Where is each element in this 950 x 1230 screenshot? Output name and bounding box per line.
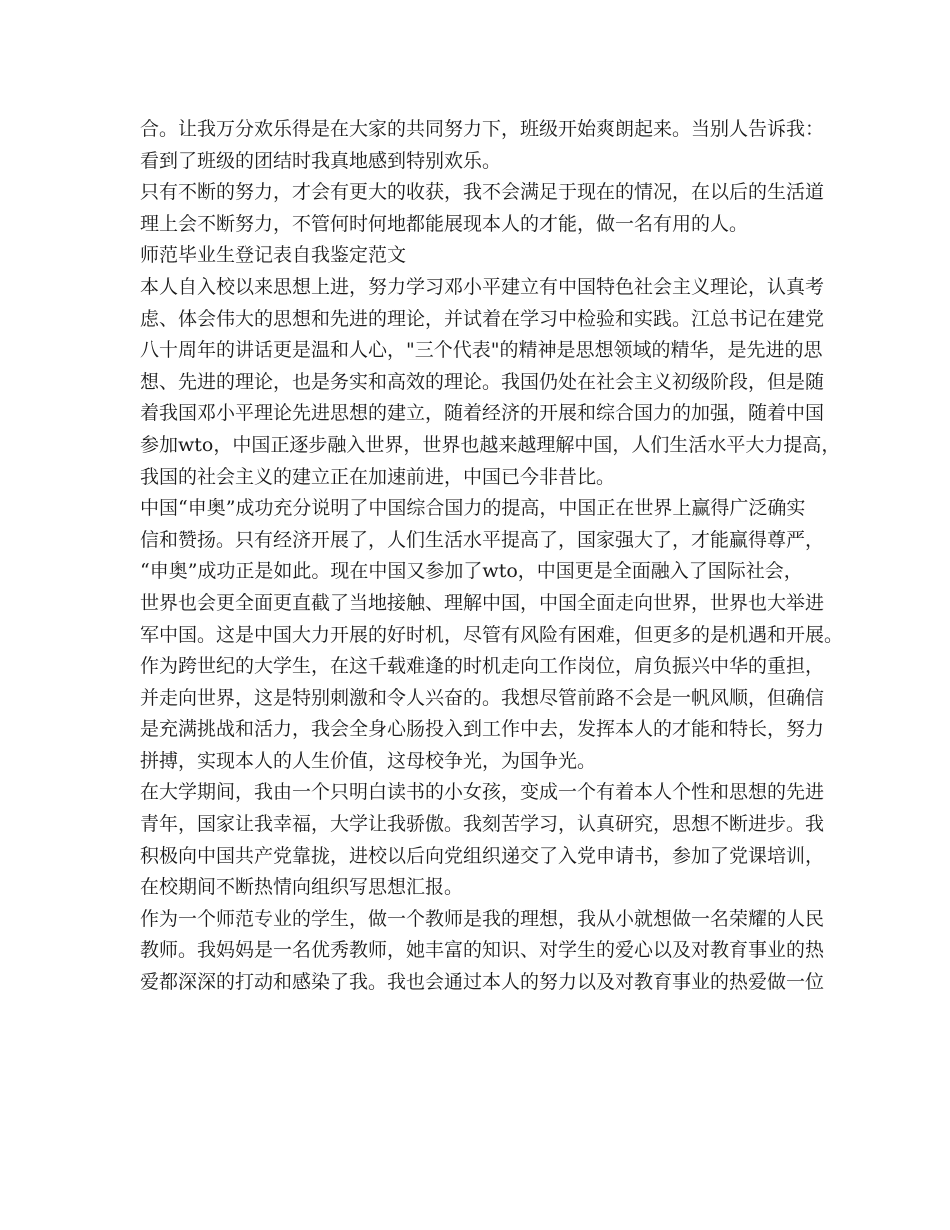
text-line: 积极向中国共产党靠拢，进校以后向党组织递交了入党申请书，参加了党课培训，: [140, 844, 825, 867]
text-line: 是充满挑战和活力，我会全身心肠投入到工作中去，发挥本人的才能和特长，努力: [140, 718, 825, 741]
text-line: 信和赞扬。只有经济开展了，人们生活水平提高了，国家强大了，才能赢得尊严，: [140, 528, 825, 551]
text-line: 着我国邓小平理论先进思想的建立，随着经济的开展和综合国力的加强，随着中国: [140, 402, 825, 425]
text-line: 中国“申奥”成功充分说明了中国综合国力的提高，中国正在世界上赢得广泛确实: [140, 497, 806, 520]
section-heading: 师范毕业生登记表自我鉴定范文: [140, 244, 407, 267]
text-line: 世界也会更全面更直截了当地接触、理解中国，中国全面走向世界，世界也大举进: [140, 591, 825, 614]
text-line: 军中国。这是中国大力开展的好时机，尽管有风险有困难，但更多的是机遇和开展。: [140, 623, 844, 646]
text-line: 参加wto，中国正逐步融入世界，世界也越来越理解中国，人们生活水平大力提高，: [140, 433, 841, 456]
text-line: 虑、体会伟大的思想和先进的理论，并试着在学习中检验和实践。江总书记在建党: [140, 307, 825, 330]
text-line: 在校期间不断热情向组织写思想汇报。: [140, 876, 464, 899]
text-line: 作为跨世纪的大学生，在这千载难逢的时机走向工作岗位，肩负振兴中华的重担，: [140, 655, 825, 678]
text-line: 合。让我万分欢乐得是在大家的共同努力下，班级开始爽朗起来。当别人告诉我：: [140, 118, 825, 140]
text-line: 理上会不断努力，不管何时何地都能展现本人的才能，做一名有用的人。: [140, 212, 749, 235]
text-line: 拼搏，实现本人的人生价值，这母校争光，为国争光。: [140, 749, 597, 772]
text-line: 八十周年的讲话更是温和人心，"三个代表"的精神是思想领域的精华，是先进的思: [140, 339, 823, 362]
text-line: 教师。我妈妈是一名优秀教师，她丰富的知识、对学生的爱心以及对教育事业的热: [140, 939, 825, 962]
text-line: 作为一个师范专业的学生，做一个教师是我的理想，我从小就想做一名荣耀的人民: [140, 907, 825, 930]
document-body: [140, 114, 844, 999]
text-line: 本人自入校以来思想上进，努力学习邓小平建立有中国特色社会主义理论，认真考: [140, 275, 825, 298]
text-line: 在大学期间，我由一个只明白读书的小女孩，变成一个有着本人个性和思想的先进: [140, 781, 825, 804]
text-line: 只有不断的努力，才会有更大的收获，我不会满足于现在的情况，在以后的生活道: [140, 181, 825, 204]
text-line: “申奥”成功正是如此。现在中国又参加了wto，中国更是全面融入了国际社会，: [140, 560, 803, 583]
text-line: 青年，国家让我幸福，大学让我骄傲。我刻苦学习，认真研究，思想不断进步。我: [140, 813, 825, 836]
text-line: 看到了班级的团结时我真地感到特别欢乐。: [140, 149, 502, 172]
text-line: 我国的社会主义的建立正在加速前进，中国已今非昔比。: [140, 465, 616, 488]
text-line: 想、先进的理论，也是务实和高效的理论。我国仍处在社会主义初级阶段，但是随: [140, 370, 825, 393]
text-line: 爱都深深的打动和感染了我。我也会通过本人的努力以及对教育事业的热爱做一位: [140, 971, 825, 994]
text-line: 并走向世界，这是特别刺激和令人兴奋的。我想尽管前路不会是一帆风顺，但确信: [140, 686, 825, 709]
